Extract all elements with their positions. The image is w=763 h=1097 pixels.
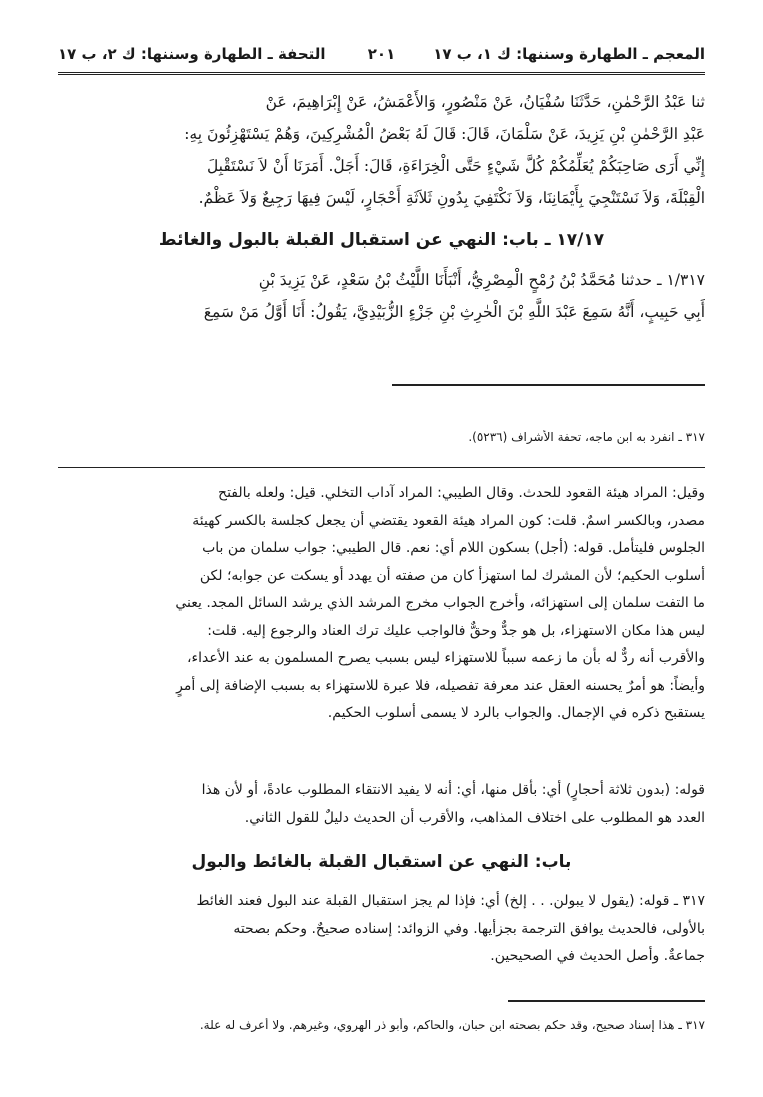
hadith-line: ١/٣١٧ ـ حدثنا مُحَمَّدُ بْنُ رُمْحٍ الْمِصْرِيُّ، أَنْبَأَنَا اللَّيْثُ بْنُ سَعْدٍ، عَنْ يَزِيدَ بْنِ [258, 271, 705, 289]
commentary [58, 480, 705, 728]
commentary-line: ليس هذا مكان الاستهزاء، بل هو جدٌّ وحقٌّ فالواجب عليك ترك العناد والرجوع إليه. قلت: [207, 622, 705, 639]
hadith-text [58, 86, 705, 214]
footnote-text: ٣١٧ ـ انفرد به ابن ماجه، تحفة الأشراف (٥٢٣٦). [468, 430, 705, 444]
commentary-line: يستقبح ذكره في الإجمال. والجواب بالرد لا يسمى أسلوب الحكيم. [327, 705, 705, 721]
commentary-line: قوله: (بدون ثلاثة أحجارٍ) أي: بأقل منها، أي: أنه لا يفيد الانتقاء المطلوب عادةً، أو لأن هذا [201, 782, 705, 798]
header-left: التحفة ـ الطهارة وسننها: ك ٢، ب ١٧ [58, 45, 326, 63]
hadith-line: الْقِبْلَةَ، وَلاَ نَسْتَنْجِيَ بِأَيْمَانِنَا، وَلاَ نَكْتَفِيَ بِدُونِ ثَلاَثَةِ أَحْجَارٍ، لَيْسَ فِيهَا رَجِيعٌ وَلاَ عَظْمٌ. [198, 189, 705, 207]
commentary-line: جماعةٌ. وأصل الحديث في الصحيحين. [490, 948, 705, 964]
hadith-line: أَبِي حَبِيبٍ، أَنَّهُ سَمِعَ عَبْدَ اللَّهِ بْنَ الْحٰرِثِ بْنِ جَزْءٍ الزُّبَيْدِيَّ، يَقُولُ: أَنَا أَوَّلُ مَنْ سَمِعَ [203, 303, 705, 321]
footnote [58, 430, 705, 444]
commentary-line: ٣١٧ ـ قوله: (يقول لا يبولن. . . إلخ) أي: فإذا لم يجز استقبال القبلة عند البول فعند الغائط [196, 893, 705, 909]
footnote-separator [392, 384, 705, 386]
footnote-separator-2 [508, 1000, 705, 1002]
chapter-title: ١٧/١٧ ـ باب: النهي عن استقبال القبلة بالبول والغائط [158, 230, 605, 250]
commentary-line: أسلوب الحكيم؛ لأن المشرك لما استهزأ كان من صفته أن يهدد أو يسكت عن جوابه؛ لكن [199, 567, 705, 584]
hadith-line: إِنِّي أَرَى صَاحِبَكُمْ يُعَلِّمُكُمْ كُلَّ شَيْءٍ حَتَّى الْخِرَاءَةِ، قَالَ: أَجَلْ. أَمَرَنَا أَنْ لاَ نَسْتَقْبِلَ [206, 157, 705, 175]
page-number: ٢٠١ [367, 45, 396, 63]
footnote-text: ٣١٧ ـ هذا إسناد صحيح، وقد حكم بصحته ابن حبان، والحاكم، وأبو ذر الهروي، وغيرهم. ولا أعرف له علة. [199, 1018, 705, 1032]
running-header [58, 42, 705, 68]
commentary-line: وقيل: المراد هيئة القعود للحدث. وقال الطيبي: المراد آداب التخلي. قيل: ولعله بالفتح [218, 485, 705, 501]
commentary-3 [58, 888, 705, 971]
commentary-line: بالأولى، فالحديث يوافق الترجمة بجزأيها. وفي الزوائد: إسناده صحيحٌ. وحكم بصحته [233, 920, 705, 937]
commentary-line: مصدر، وبالكسر اسمٌ. قلت: كون المراد هيئة القعود يقتضي أن يجعل كجلسة بالكسر كهيئة [192, 512, 705, 529]
commentary-2 [58, 777, 705, 832]
header-rule [58, 72, 705, 75]
hadith2-text [58, 264, 705, 328]
commentary-line: وأيضاً: هو أمرٌ يحسنه العقل عند معرفة تفصيله، فلا عبرة للاستهزاء به بسبب الإضافة إلى أمرٍ [176, 677, 705, 694]
commentary-line: والأقرب أنه ردٌّ له بأن ما زعمه سبباً للاستهزاء ليس بسبب يصرح المسلمون به عند الأعداء، [186, 650, 705, 666]
commentary-line: العدد هو المطلوب على اختلاف المذاهب، والأقرب أن الحديث دليلٌ للقول الثاني. [244, 809, 705, 826]
header-right: المعجم ـ الطهارة وسننها: ك ١، ب ١٧ [433, 45, 705, 63]
hadith-line: ثنا عَبْدُ الرَّحْمٰنِ، حَدَّثَنَا سُفْيَانُ، عَنْ مَنْصُورٍ، وَالأَعْمَشُ، عَنْ إِبْرَاهِيمَ، عَنْ [265, 93, 705, 111]
chapter-title-2: باب: النهي عن استقبال القبلة بالغائط والبول [191, 852, 572, 872]
section-divider [58, 467, 705, 468]
hadith-line: عَبْدِ الرَّحْمٰنِ بْنِ يَزِيدَ، عَنْ سَلْمَانَ، قَالَ: قَالَ لَهُ بَعْضُ الْمُشْرِكِينَ، وَهُمْ يَسْتَهْزِئُونَ بِهِ: [184, 125, 705, 143]
footnote-2 [58, 1018, 705, 1032]
commentary-line: ما التفت سلمان إلى استهزائه، وأخرج الجواب مخرج المرشد الذي يرشد السائل المجد. يعني [175, 595, 705, 611]
commentary-line: الجلوس فليتأمل. قوله: (أجل) بسكون اللام أي: نعم. قال الطيبي: جواب سلمان من باب [202, 540, 705, 556]
